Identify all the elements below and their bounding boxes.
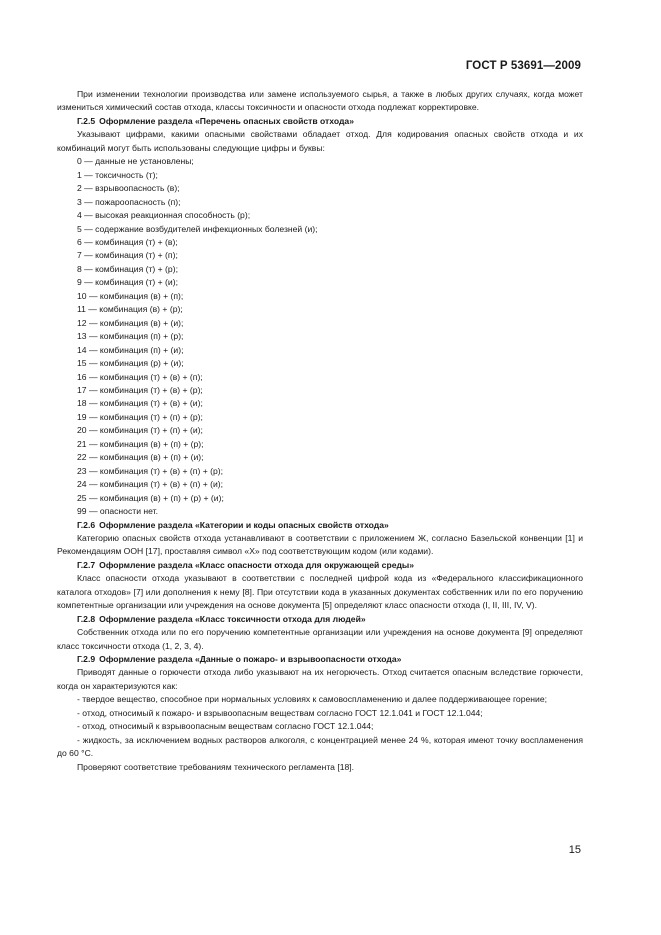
section-title: Оформление раздела «Перечень опасных свойств отхода» (99, 115, 354, 126)
hazard-code-item: 17 — комбинация (т) + (в) + (р); (77, 384, 203, 395)
hazard-code-item: 14 — комбинация (п) + (и); (77, 344, 184, 355)
document-header: ГОСТ Р 53691—2009 (465, 60, 581, 72)
flammability-criteria-list (57, 693, 583, 760)
hazard-code-item: 1 — токсичность (т); (77, 169, 158, 180)
hazard-code-item: 4 — высокая реакционная способность (р); (77, 210, 251, 221)
criteria-item: - отход, относимый к пожаро- и взрывоопасным веществам согласно ГОСТ 12.1.041 и ГОСТ 12.1.044; (77, 707, 483, 718)
section-paragraph: Класс опасности отхода указывают в соответствии с последней цифрой кода из «Федерального классификационного каталога отходов» [7] или дополнения к нему [8]. При отсутствии кода в указанных документах собственник или по его поручению компетентные организации или учреждения на основе документа [5] определяют класс опасности отхода (I, II, III, IV, V). (57, 573, 583, 611)
hazard-code-item: 21 — комбинация (в) + (п) + (р); (77, 438, 204, 449)
hazard-code-item: 10 — комбинация (в) + (п); (77, 290, 184, 301)
section-heading-g27 (57, 559, 583, 572)
hazard-code-item: 25 — комбинация (в) + (п) + (р) + (и); (77, 492, 224, 503)
section-number: Г.2.9 (77, 654, 96, 665)
section-number: Г.2.5 (77, 115, 96, 126)
hazard-code-item: 24 — комбинация (т) + (в) + (п) + (и); (77, 479, 224, 490)
criteria-item: - жидкость, за исключением водных растворов алкоголя, с концентрацией менее 24 %, которая имеют точку воспламенения до 60 °C. (57, 734, 583, 759)
section-title: Оформление раздела «Класс опасности отхода для окружающей среды» (99, 559, 415, 570)
section-heading-g29 (57, 653, 583, 666)
closing-paragraph: Проверяют соответствие требованиям технического регламента [18]. (77, 761, 355, 772)
section-number: Г.2.8 (77, 613, 96, 624)
section-paragraph: Категорию опасных свойств отхода устанавливают в соответствии с приложением Ж, согласно Базельской конвенции [1] и Рекомендациям ООН [17], проставляя символ «X» под соответствующим кодом (или кодами). (57, 532, 583, 557)
section-heading-g28 (57, 613, 583, 626)
hazard-code-item: 15 — комбинация (р) + (и); (77, 358, 184, 369)
hazard-code-item: 5 — содержание возбудителей инфекционных болезней (и); (77, 223, 318, 234)
hazard-code-item: 16 — комбинация (т) + (в) + (п); (77, 371, 203, 382)
hazard-code-item: 2 — взрывоопасность (в); (77, 183, 180, 194)
section-title: Оформление раздела «Класс токсичности отхода для людей» (99, 613, 366, 624)
hazard-code-item: 19 — комбинация (т) + (п) + (р); (77, 411, 203, 422)
section-title: Оформление раздела «Данные о пожаро- и взрывоопасности отхода» (99, 654, 402, 665)
hazard-code-item: 18 — комбинация (т) + (в) + (и); (77, 398, 203, 409)
hazard-code-item: 8 — комбинация (т) + (р); (77, 263, 178, 274)
hazard-code-item: 23 — комбинация (т) + (в) + (п) + (р); (77, 465, 223, 476)
hazard-code-item: 13 — комбинация (п) + (р); (77, 331, 184, 342)
hazard-code-item: 20 — комбинация (т) + (п) + (и); (77, 425, 203, 436)
intro-paragraph: При изменении технологии производства или замене используемого сырья, а также в любых других случаях, когда может измениться химический состав отхода, классы токсичности и опасности отхода подлежат корректировке. (57, 89, 583, 113)
hazard-code-item: 22 — комбинация (в) + (п) + (и); (77, 452, 204, 463)
section-paragraph: Приводят данные о горючести отхода либо указывают на их негорючесть. Отход считается опасным вследствие горючести, когда он характеризуются как: (57, 667, 583, 691)
hazard-code-item: 99 — опасности нет. (77, 506, 158, 517)
document-body (57, 88, 583, 774)
section-number: Г.2.7 (77, 559, 96, 570)
criteria-item: - отход, относимый к взрывоопасным веществам согласно ГОСТ 12.1.044; (77, 721, 374, 732)
hazard-code-item: 12 — комбинация (в) + (и); (77, 317, 184, 328)
criteria-item: - твердое вещество, способное при нормальных условиях к самовоспламенению и далее поддерживающее горение; (77, 694, 547, 705)
section-number: Г.2.6 (77, 519, 96, 530)
section-paragraph: Указывают цифрами, какими опасными свойствами обладает отход. Для кодирования опасных свойств отхода и их комбинаций могут быть использованы следующие цифры и буквы: (57, 129, 583, 153)
hazard-code-item: 0 — данные не установлены; (77, 156, 194, 167)
section-paragraph: Собственник отхода или по его поручению компетентные организации или учреждения на основе документа [9] определяют класс токсичности отхода (1, 2, 3, 4). (57, 627, 583, 651)
hazard-code-list (57, 155, 583, 518)
section-heading-g25 (57, 115, 583, 128)
page-number: 15 (568, 844, 581, 856)
hazard-code-item: 6 — комбинация (т) + (в); (77, 236, 178, 247)
section-heading-g26 (57, 519, 583, 532)
hazard-code-item: 3 — пожароопасность (п); (77, 196, 181, 207)
hazard-code-item: 9 — комбинация (т) + (и); (77, 277, 178, 288)
hazard-code-item: 7 — комбинация (т) + (п); (77, 250, 178, 261)
section-title: Оформление раздела «Категории и коды опасных свойств отхода» (99, 519, 389, 530)
hazard-code-item: 11 — комбинация (в) + (р); (77, 304, 183, 315)
